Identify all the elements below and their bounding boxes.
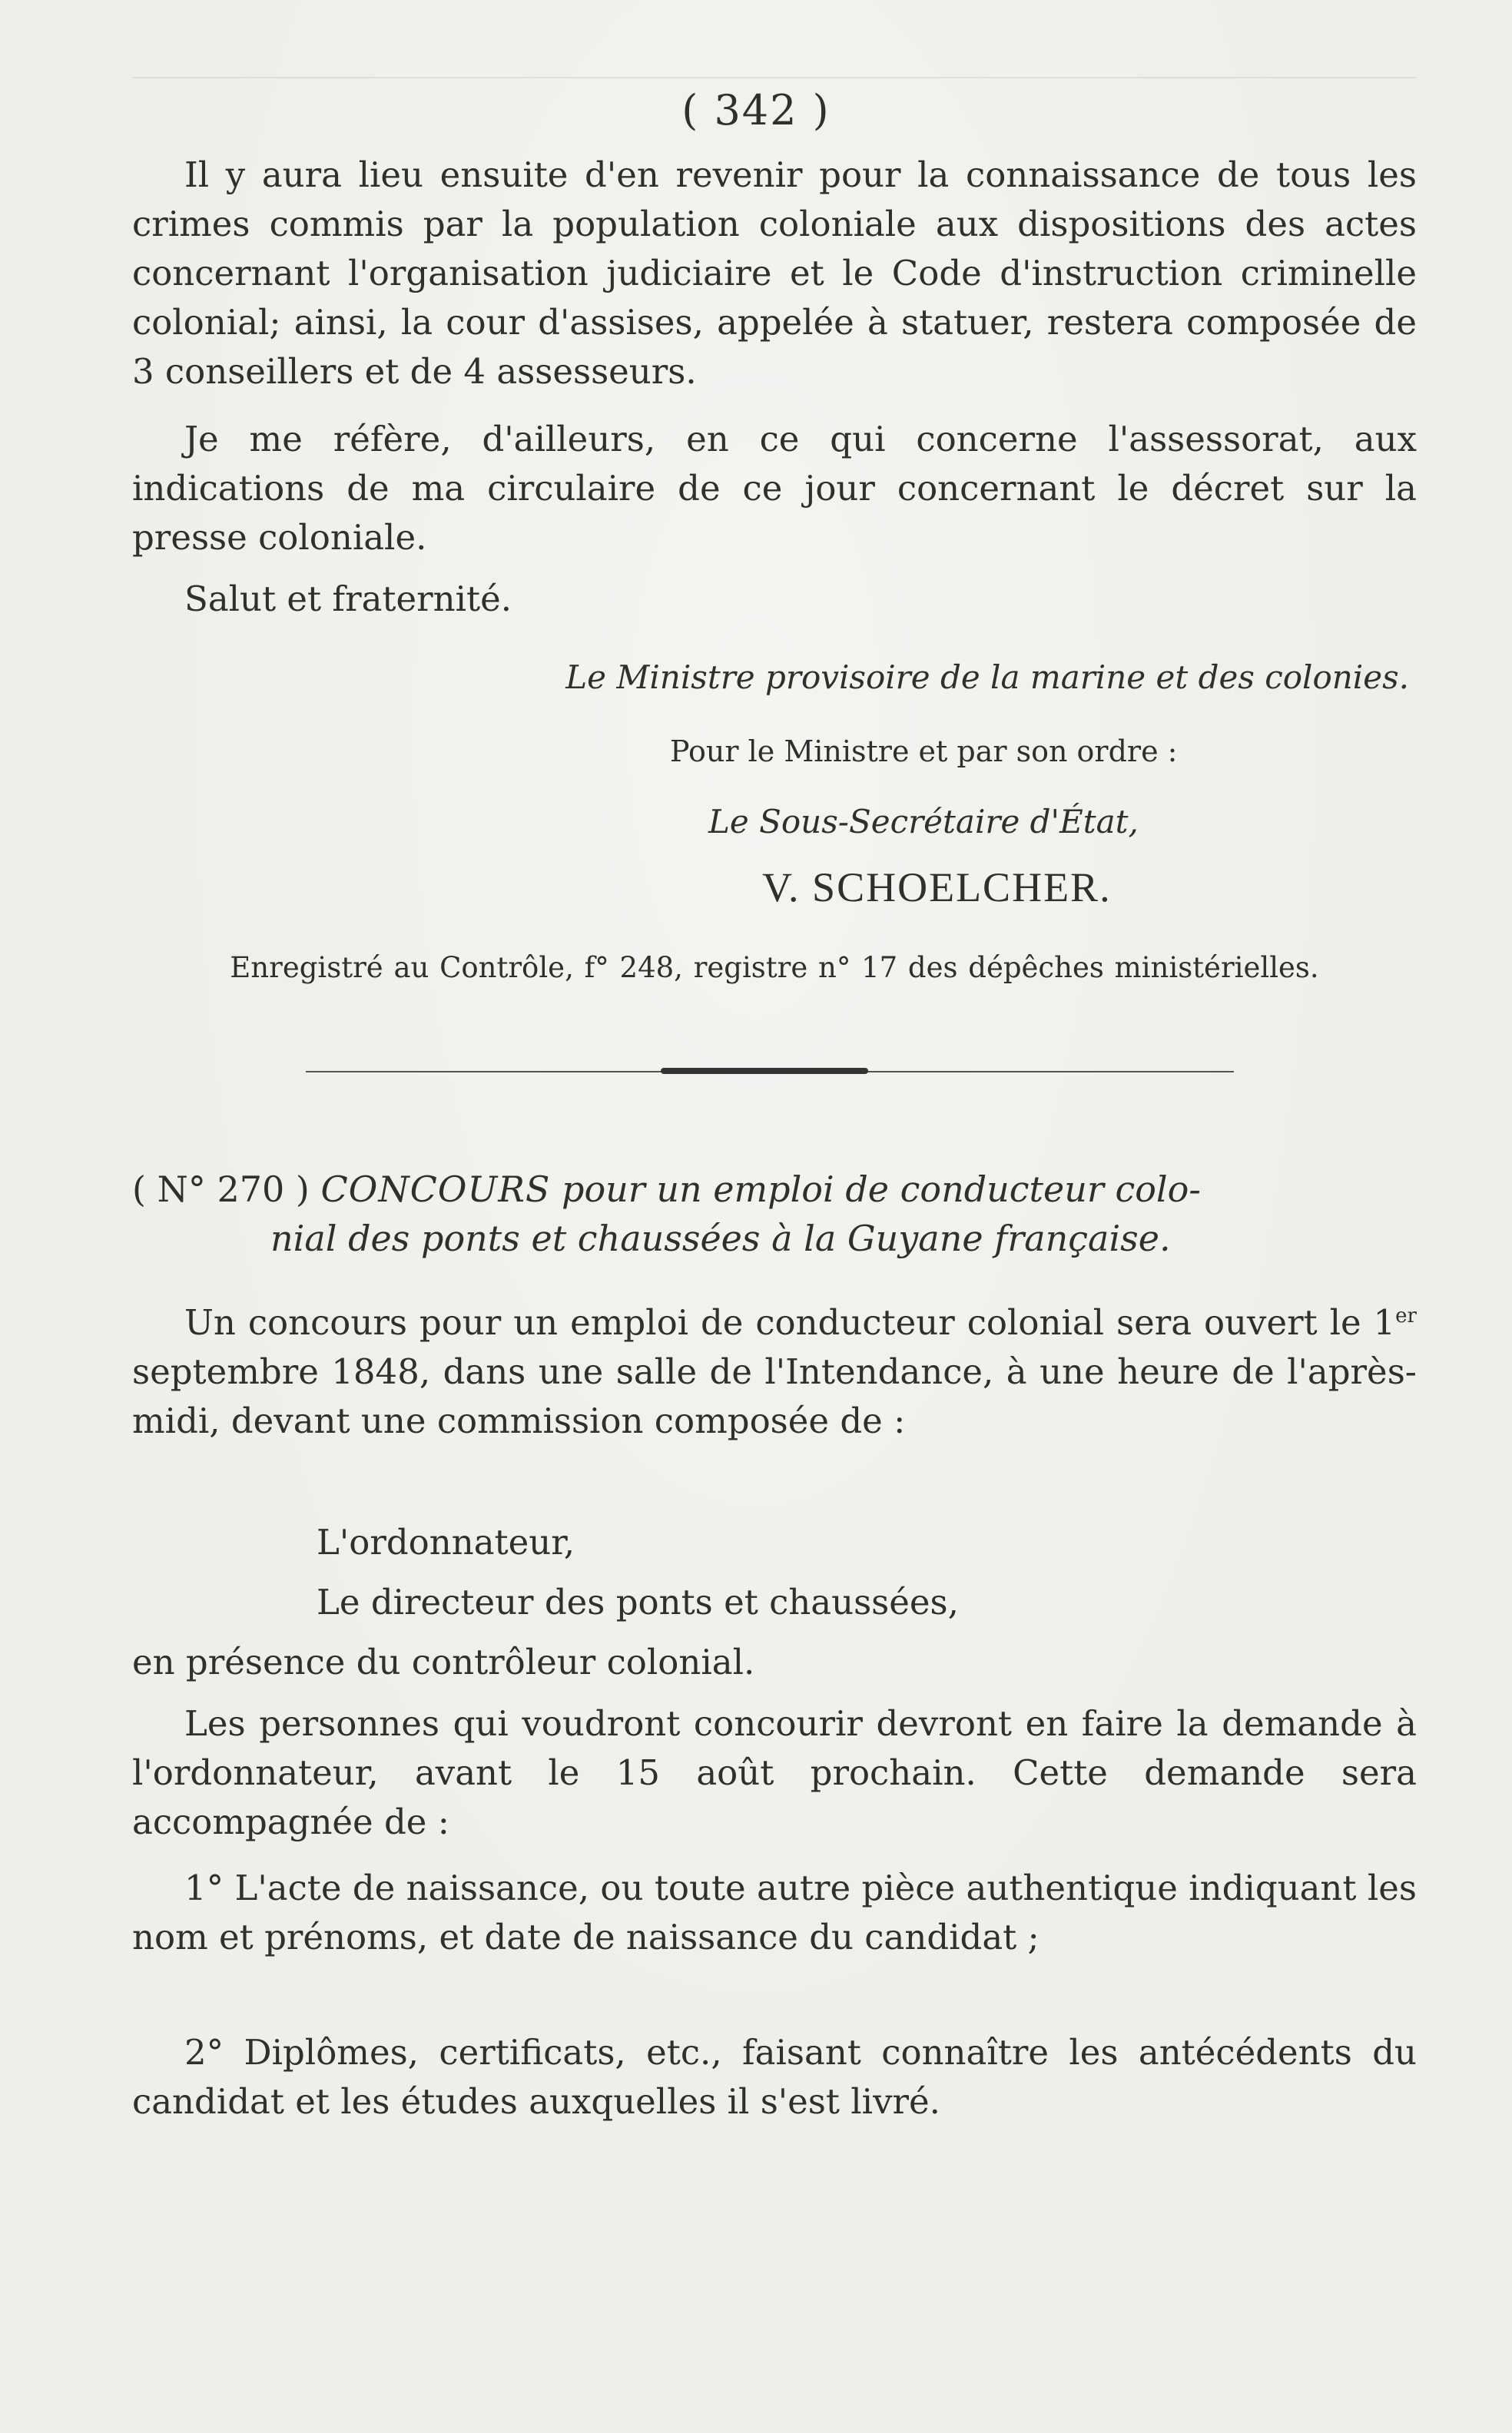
section-title-caps: CONCOURS [320,1168,551,1210]
ordinal-superscript: er [1395,1304,1417,1328]
paragraph-presence: en présence du contrôleur colonial. [132,1642,755,1682]
signature-pour-le-ministre: Pour le Ministre et par son ordre : [670,734,1178,768]
signature-ministre: Le Ministre provisoire de la marine et des colonies. [565,658,1409,696]
page-number: ( 342 ) [681,86,831,134]
section-separator-ornament [661,1068,868,1074]
signature-name: V. SCHOELCHER. [762,864,1112,910]
section-number: ( N° 270 ) [132,1168,310,1210]
paragraph-concours-text: Un concours pour un emploi de conducteur colonial sera ouvert le 1 [184,1302,1396,1343]
section-heading [132,1165,1201,1263]
paragraph-assises: Il y aura lieu ensuite d'en revenir pour la connaissance de tous les crimes commis par la population coloniale aux dispositions des actes concernant l'organisation judiciaire et le Code d'instruction criminelle colonial; ainsi, la cour d'assises, appelée à statuer, restera composée de 3 conseillers et de 4 assesseurs. [132,154,1417,392]
list-item-acte-naissance: 1° L'acte de naissance, ou toute autre pièce authentique indiquant les nom et prénoms, et date de naissance du candidat ; [132,1868,1417,1957]
commission-member-directeur: Le directeur des ponts et chaussées, [317,1582,959,1623]
paragraph-demande: Les personnes qui voudront concourir devront en faire la demande à l'ordonnateur, avant le 15 août prochain. Cette demande sera accompagnée de : [132,1703,1417,1842]
paragraph-assessorat: Je me réfère, d'ailleurs, en ce qui concerne l'assessorat, aux indications de ma circulaire de ce jour concernant le décret sur la presse coloniale. [132,419,1417,558]
paragraph-salut: Salut et fraternité. [184,578,512,619]
section-title-line1: pour un emploi de conducteur colo- [550,1168,1201,1210]
registration-note: Enregistré au Contrôle, f° 248, registre n° 17 des dépêches ministérielles. [230,951,1319,984]
text-column [132,0,1417,2433]
list-item-diplomes: 2° Diplômes, certificats, etc., faisant connaître les antécédents du candidat et les études auxquelles il s'est livré. [132,2032,1417,2122]
paragraph-concours [132,1298,1417,1446]
signature-sous-secretaire: Le Sous-Secrétaire d'État, [708,803,1139,840]
commission-member-ordonnateur: L'ordonnateur, [317,1522,575,1563]
section-title-line2: nial des ponts et chaussées à la Guyane française. [270,1218,1171,1259]
paragraph-concours-rest: septembre 1848, dans une salle de l'Intendance, à une heure de l'après-midi, devant une commission composée de : [132,1351,1417,1441]
